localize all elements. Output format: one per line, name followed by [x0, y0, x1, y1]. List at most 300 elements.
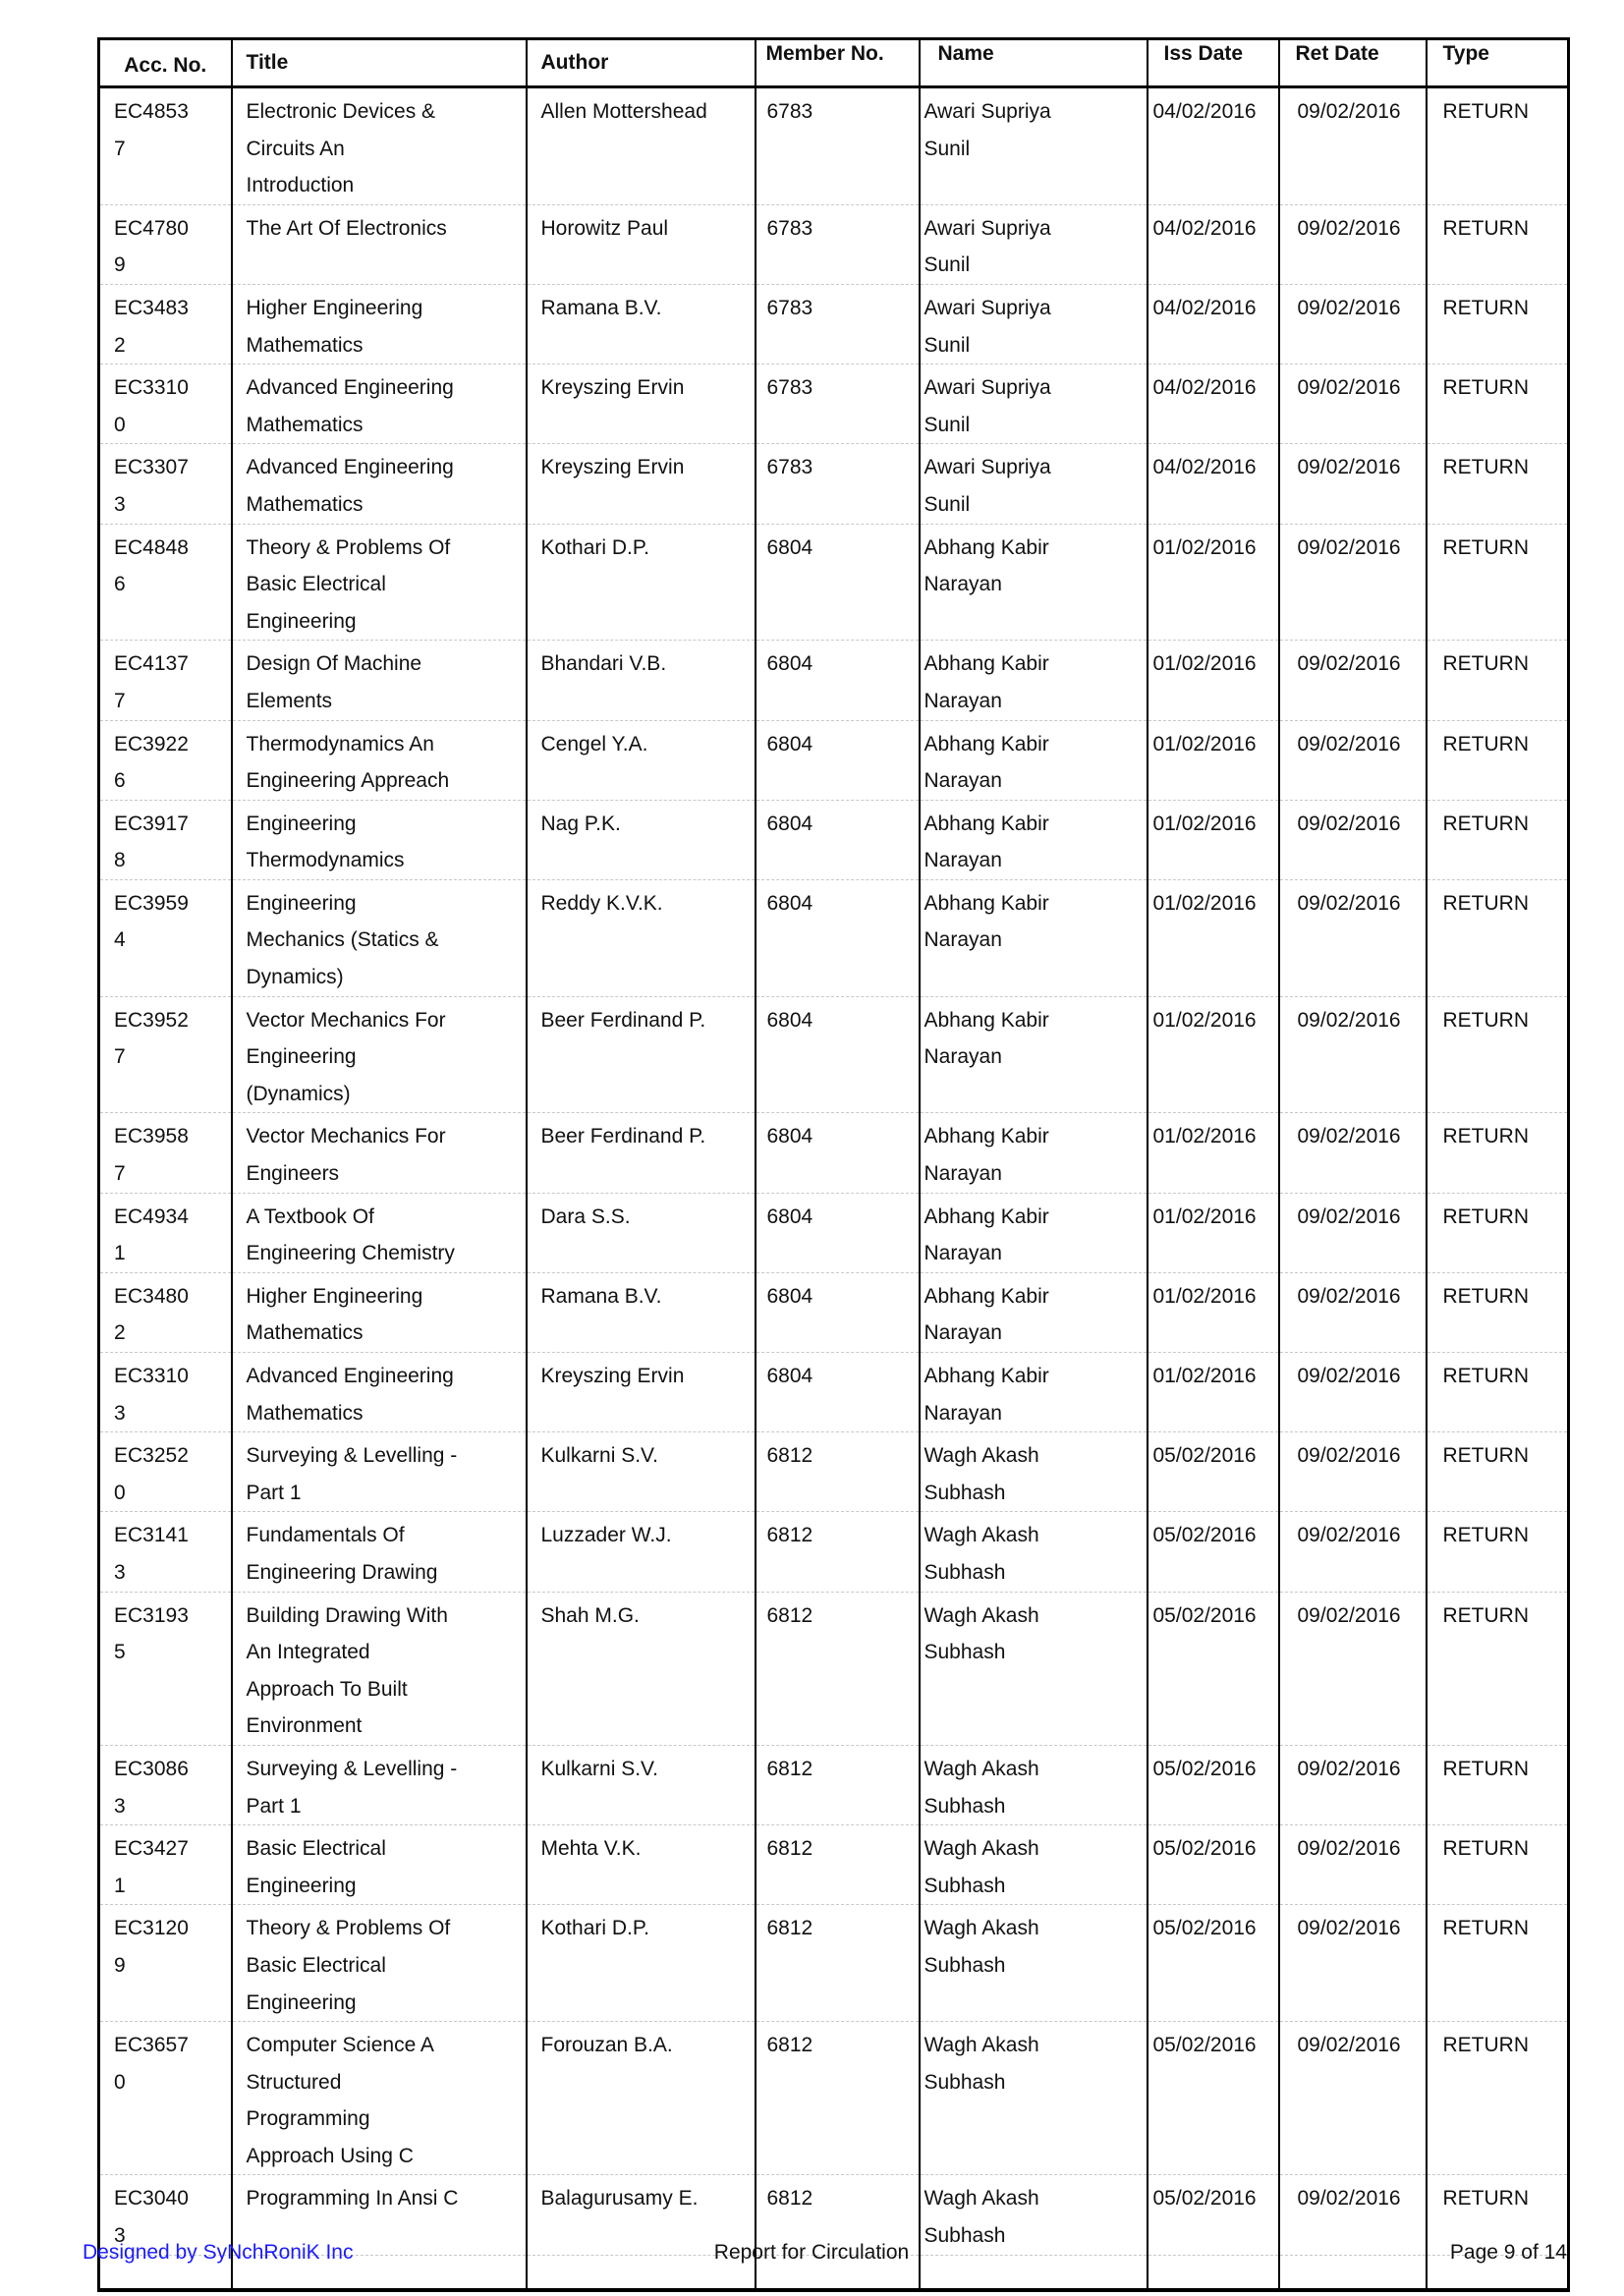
cell-issue-date: 05/02/2016 — [1148, 1905, 1279, 2022]
cell-acc-no — [99, 1592, 232, 1745]
table-row — [99, 1825, 1569, 1905]
cell-author: Kulkarni S.V. — [527, 1745, 756, 1824]
header-ret-date: Ret Date — [1279, 39, 1427, 87]
cell-acc-no — [99, 1905, 232, 2022]
cell-return-date: 09/02/2016 — [1279, 641, 1427, 720]
cell-member-name — [920, 1825, 1148, 1905]
cell-type: RETURN — [1427, 524, 1569, 641]
table-row — [99, 1745, 1569, 1824]
cell-acc-no-line: 2 — [114, 1321, 126, 1345]
cell-title — [232, 641, 527, 720]
cell-issue-date: 01/02/2016 — [1148, 641, 1279, 720]
cell-title — [232, 1512, 527, 1592]
cell-acc-no — [99, 364, 232, 444]
cell-title-line: Basic Electrical — [246, 573, 386, 596]
cell-member-name — [920, 2022, 1148, 2175]
cell-acc-no — [99, 800, 232, 879]
cell-return-date: 09/02/2016 — [1279, 1512, 1427, 1592]
cell-member-no: 6812 — [756, 1745, 920, 1824]
cell-member-name — [920, 1353, 1148, 1432]
cell-acc-no — [99, 996, 232, 1113]
table-header-row — [99, 39, 1569, 87]
cell-return-date: 09/02/2016 — [1279, 2175, 1427, 2255]
cell-title-line: Basic Electrical — [246, 1953, 386, 1977]
cell-return-date: 09/02/2016 — [1279, 364, 1427, 444]
cell-return-date: 09/02/2016 — [1279, 1272, 1427, 1352]
cell-acc-no-line: 1 — [114, 1242, 126, 1265]
cell-author: Kulkarni S.V. — [527, 1432, 756, 1512]
cell-member-name-line: Wagh Akash — [924, 1444, 1039, 1468]
table-row — [99, 1432, 1569, 1512]
cell-title-line: Advanced Engineering — [246, 1365, 454, 1387]
cell-member-no: 6804 — [756, 641, 920, 720]
cell-title — [232, 444, 527, 524]
cell-title-line: Introduction — [246, 174, 355, 197]
cell-title-line: Building Drawing With — [246, 1603, 448, 1627]
cell-title-line: Engineering Appreach — [246, 769, 450, 793]
cell-issue-date: 05/02/2016 — [1148, 1592, 1279, 1745]
cell-title-line: A Textbook Of — [246, 1204, 374, 1228]
cell-author: Kothari D.P. — [527, 524, 756, 641]
cell-member-name — [920, 996, 1148, 1113]
cell-member-name-line: Awari Supriya — [924, 100, 1051, 123]
cell-return-date: 09/02/2016 — [1279, 444, 1427, 524]
cell-return-date: 09/02/2016 — [1279, 1905, 1427, 2022]
header-member-no: Member No. — [756, 39, 920, 87]
cell-title-line: Environment — [246, 1714, 363, 1738]
cell-issue-date: 04/02/2016 — [1148, 284, 1279, 364]
cell-return-date: 09/02/2016 — [1279, 1592, 1427, 1745]
table-row — [99, 444, 1569, 524]
cell-title-line: Higher Engineering — [246, 296, 423, 319]
cell-issue-date: 05/02/2016 — [1148, 1512, 1279, 1592]
cell-member-name-line: Abhang Kabir — [924, 1204, 1049, 1228]
cell-issue-date: 01/02/2016 — [1148, 1353, 1279, 1432]
cell-member-name — [920, 1905, 1148, 2022]
cell-member-no: 6804 — [756, 800, 920, 879]
table-row — [99, 1592, 1569, 1745]
cell-title-line: Computer Science A — [246, 2034, 434, 2057]
cell-title-line: Surveying & Levelling - — [246, 1757, 458, 1780]
cell-member-name — [920, 879, 1148, 996]
cell-acc-no-line: EC3141 — [114, 1524, 189, 1547]
cell-title-line: Engineering — [246, 891, 357, 915]
cell-member-name-line: Narayan — [924, 769, 1002, 793]
cell-title-line: (Dynamics) — [246, 1082, 351, 1105]
cell-member-name — [920, 284, 1148, 364]
cell-acc-no-line: 7 — [114, 1162, 126, 1186]
cell-member-name-line: Awari Supriya — [924, 296, 1051, 319]
cell-title-line: Engineering — [246, 1045, 357, 1069]
page-footer — [0, 2238, 1624, 2268]
cell-title — [232, 996, 527, 1113]
cell-member-name-line: Narayan — [924, 1162, 1002, 1186]
table-row — [99, 2022, 1569, 2175]
cell-title-line: Engineering — [246, 812, 357, 835]
cell-member-name — [920, 204, 1148, 284]
designer-credit-link[interactable]: Designed by SyNchRoniK Inc — [83, 2241, 354, 2264]
cell-member-name-line: Wagh Akash — [924, 1917, 1039, 1940]
cell-member-no: 6812 — [756, 1592, 920, 1745]
cell-type: RETURN — [1427, 2022, 1569, 2175]
cell-member-name-line: Abhang Kabir — [924, 535, 1049, 559]
cell-member-name-line: Awari Supriya — [924, 216, 1051, 240]
cell-acc-no-line: 7 — [114, 689, 126, 712]
cell-title — [232, 1905, 527, 2022]
cell-acc-no — [99, 1432, 232, 1512]
cell-member-name-line: Subhash — [924, 1794, 1006, 1818]
cell-member-name-line: Awari Supriya — [924, 456, 1051, 479]
cell-member-no: 6804 — [756, 1193, 920, 1272]
circulation-table — [97, 37, 1570, 2292]
cell-member-name-line: Abhang Kabir — [924, 1284, 1049, 1308]
cell-issue-date: 05/02/2016 — [1148, 2175, 1279, 2255]
cell-title-line: Mechanics (Statics & — [246, 928, 439, 952]
cell-acc-no-line: 3 — [114, 1401, 126, 1425]
cell-issue-date: 01/02/2016 — [1148, 879, 1279, 996]
cell-return-date: 09/02/2016 — [1279, 800, 1427, 879]
cell-member-name-line: Abhang Kabir — [924, 1008, 1049, 1032]
cell-acc-no-line: EC3657 — [114, 2034, 189, 2057]
cell-author: Forouzan B.A. — [527, 2022, 756, 2175]
cell-member-name-line: Abhang Kabir — [924, 812, 1049, 835]
cell-type: RETURN — [1427, 87, 1569, 205]
cell-member-no: 6783 — [756, 204, 920, 284]
cell-author: Reddy K.V.K. — [527, 879, 756, 996]
cell-return-date: 09/02/2016 — [1279, 720, 1427, 800]
cell-member-name-line: Subhash — [924, 1953, 1006, 1977]
cell-acc-no-line: EC4848 — [114, 535, 189, 559]
cell-title-line: Engineering — [246, 1990, 357, 2014]
cell-type: RETURN — [1427, 996, 1569, 1113]
cell-title-line: Vector Mechanics For — [246, 1008, 446, 1032]
cell-return-date: 09/02/2016 — [1279, 1745, 1427, 1824]
cell-acc-no-line: 0 — [114, 413, 126, 436]
cell-member-no: 6812 — [756, 1512, 920, 1592]
cell-member-name-line: Wagh Akash — [924, 1524, 1039, 1547]
cell-acc-no-line: EC3193 — [114, 1603, 189, 1627]
cell-member-name — [920, 87, 1148, 205]
cell-type: RETURN — [1427, 1512, 1569, 1592]
cell-member-no: 6804 — [756, 879, 920, 996]
cell-title-line: Vector Mechanics For — [246, 1125, 446, 1148]
cell-return-date: 09/02/2016 — [1279, 1825, 1427, 1905]
cell-title-line: Approach Using C — [246, 2144, 414, 2167]
cell-acc-no-line: 7 — [114, 137, 126, 160]
header-iss-date: Iss Date — [1148, 39, 1279, 87]
cell-acc-no-line: EC3040 — [114, 2187, 189, 2211]
cell-member-no: 6812 — [756, 1905, 920, 2022]
cell-member-name-line: Sunil — [924, 492, 971, 516]
cell-member-name-line: Sunil — [924, 413, 971, 436]
cell-title-line: Engineering Drawing — [246, 1560, 438, 1584]
cell-title — [232, 800, 527, 879]
cell-title-line: Mathematics — [246, 1321, 364, 1345]
cell-author: Ramana B.V. — [527, 1272, 756, 1352]
cell-member-name-line: Wagh Akash — [924, 1603, 1039, 1627]
cell-title-line: Mathematics — [246, 413, 364, 436]
cell-acc-no-line: EC3120 — [114, 1917, 189, 1940]
header-name: Name — [920, 39, 1148, 87]
header-acc-no: Acc. No. — [99, 39, 232, 87]
cell-acc-no — [99, 1512, 232, 1592]
cell-member-name — [920, 1592, 1148, 1745]
cell-acc-no-line: EC3307 — [114, 456, 189, 479]
header-author: Author — [527, 39, 756, 87]
cell-title — [232, 1113, 527, 1193]
cell-acc-no — [99, 1745, 232, 1824]
cell-author: Dara S.S. — [527, 1193, 756, 1272]
cell-issue-date: 05/02/2016 — [1148, 2022, 1279, 2175]
cell-acc-no — [99, 720, 232, 800]
cell-type: RETURN — [1427, 800, 1569, 879]
cell-title-line: Theory & Problems Of — [246, 535, 451, 559]
cell-author: Cengel Y.A. — [527, 720, 756, 800]
table-row — [99, 284, 1569, 364]
cell-acc-no-line: 0 — [114, 1481, 126, 1504]
cell-acc-no — [99, 444, 232, 524]
cell-type: RETURN — [1427, 1905, 1569, 2022]
cell-member-name — [920, 1512, 1148, 1592]
cell-title-line: Engineering Chemistry — [246, 1242, 455, 1265]
cell-issue-date: 04/02/2016 — [1148, 364, 1279, 444]
cell-acc-no — [99, 204, 232, 284]
cell-acc-no-line: 3 — [114, 1560, 126, 1584]
cell-title-line: Surveying & Levelling - — [246, 1444, 458, 1468]
cell-title-line: Electronic Devices & — [246, 100, 436, 123]
header-type: Type — [1427, 39, 1569, 87]
cell-title — [232, 524, 527, 641]
cell-member-name-line: Sunil — [924, 253, 971, 277]
cell-author: Kothari D.P. — [527, 1905, 756, 2022]
cell-issue-date: 05/02/2016 — [1148, 1432, 1279, 1512]
cell-acc-no-line: 6 — [114, 573, 126, 596]
cell-acc-no-line: 0 — [114, 2070, 126, 2094]
page-number: Page 9 of 14 — [1449, 2241, 1567, 2264]
cell-acc-no-line: 3 — [114, 1794, 126, 1818]
table-row — [99, 204, 1569, 284]
cell-return-date: 09/02/2016 — [1279, 1432, 1427, 1512]
cell-author: Beer Ferdinand P. — [527, 996, 756, 1113]
cell-title-line: The Art Of Electronics — [246, 216, 447, 240]
cell-title-line: Theory & Problems Of — [246, 1917, 451, 1940]
cell-acc-no-line: 5 — [114, 1641, 126, 1664]
cell-issue-date: 01/02/2016 — [1148, 800, 1279, 879]
cell-acc-no-line: 3 — [114, 492, 126, 516]
cell-issue-date: 05/02/2016 — [1148, 1825, 1279, 1905]
cell-type: RETURN — [1427, 364, 1569, 444]
table-row — [99, 1905, 1569, 2022]
cell-title — [232, 2022, 527, 2175]
cell-return-date: 09/02/2016 — [1279, 1113, 1427, 1193]
cell-title-line: Programming — [246, 2107, 370, 2131]
cell-acc-no-line: 9 — [114, 1953, 126, 1977]
cell-title-line: Approach To Built — [246, 1677, 408, 1701]
cell-acc-no — [99, 87, 232, 205]
cell-title — [232, 1825, 527, 1905]
cell-member-name-line: Wagh Akash — [924, 2187, 1039, 2211]
cell-member-name — [920, 1432, 1148, 1512]
cell-title-line: Circuits An — [246, 137, 345, 160]
cell-member-name — [920, 1113, 1148, 1193]
cell-member-name-line: Narayan — [924, 573, 1002, 596]
cell-member-name-line: Abhang Kabir — [924, 732, 1049, 756]
cell-acc-no-line: 7 — [114, 1045, 126, 1069]
table-row — [99, 1193, 1569, 1272]
cell-member-name-line: Narayan — [924, 1321, 1002, 1345]
cell-author: Mehta V.K. — [527, 1825, 756, 1905]
table-row — [99, 800, 1569, 879]
cell-acc-no-line: EC3958 — [114, 1125, 189, 1148]
cell-acc-no-line: EC3310 — [114, 376, 189, 400]
cell-acc-no-line: EC4137 — [114, 652, 189, 676]
cell-acc-no — [99, 1113, 232, 1193]
cell-author: Kreyszing Ervin — [527, 444, 756, 524]
cell-acc-no — [99, 879, 232, 996]
cell-member-no: 6804 — [756, 1353, 920, 1432]
cell-return-date: 09/02/2016 — [1279, 204, 1427, 284]
cell-member-name — [920, 1193, 1148, 1272]
cell-author: Balagurusamy E. — [527, 2175, 756, 2255]
cell-acc-no-line: 1 — [114, 1874, 126, 1897]
cell-member-no: 6783 — [756, 87, 920, 205]
cell-acc-no-line: EC4780 — [114, 216, 189, 240]
cell-member-no: 6812 — [756, 1432, 920, 1512]
cell-member-name — [920, 1272, 1148, 1352]
table-row — [99, 87, 1569, 205]
cell-title-line: Dynamics) — [246, 966, 344, 989]
table-row — [99, 720, 1569, 800]
table-row — [99, 641, 1569, 720]
cell-issue-date: 01/02/2016 — [1148, 1272, 1279, 1352]
cell-title — [232, 720, 527, 800]
cell-member-name-line: Wagh Akash — [924, 1837, 1039, 1861]
cell-title — [232, 1193, 527, 1272]
cell-author: Beer Ferdinand P. — [527, 1113, 756, 1193]
cell-member-name-line: Narayan — [924, 1045, 1002, 1069]
report-title: Report for Circulation — [713, 2241, 910, 2264]
cell-member-no: 6804 — [756, 524, 920, 641]
cell-type: RETURN — [1427, 204, 1569, 284]
table-row — [99, 1272, 1569, 1352]
cell-title-line: Structured — [246, 2070, 342, 2094]
cell-title-line: Thermodynamics — [246, 849, 405, 872]
cell-type: RETURN — [1427, 1353, 1569, 1432]
cell-acc-no-line: EC3922 — [114, 732, 189, 756]
table-row — [99, 524, 1569, 641]
cell-acc-no-line: 4 — [114, 928, 126, 952]
cell-type: RETURN — [1427, 1432, 1569, 1512]
cell-title-line: Engineering — [246, 609, 357, 633]
cell-member-no: 6812 — [756, 1825, 920, 1905]
cell-member-name-line: Narayan — [924, 1242, 1002, 1265]
cell-member-name-line: Subhash — [924, 1560, 1006, 1584]
cell-type: RETURN — [1427, 641, 1569, 720]
table-row — [99, 364, 1569, 444]
table-row — [99, 1512, 1569, 1592]
cell-type: RETURN — [1427, 1193, 1569, 1272]
cell-member-name-line: Sunil — [924, 137, 971, 160]
cell-acc-no-line: 9 — [114, 253, 126, 277]
cell-type: RETURN — [1427, 720, 1569, 800]
cell-title-line: Mathematics — [246, 1401, 364, 1425]
cell-member-name-line: Narayan — [924, 928, 1002, 952]
cell-title-line: Advanced Engineering — [246, 456, 454, 479]
cell-member-name-line: Subhash — [924, 1874, 1006, 1897]
cell-member-name — [920, 1745, 1148, 1824]
cell-author: Luzzader W.J. — [527, 1512, 756, 1592]
cell-type: RETURN — [1427, 1592, 1569, 1745]
cell-return-date: 09/02/2016 — [1279, 524, 1427, 641]
cell-author: Shah M.G. — [527, 1592, 756, 1745]
cell-title — [232, 1592, 527, 1745]
cell-acc-no-line: EC3086 — [114, 1757, 189, 1780]
cell-acc-no-line: EC3427 — [114, 1837, 189, 1861]
header-title: Title — [232, 39, 527, 87]
table-row — [99, 1353, 1569, 1432]
cell-issue-date: 01/02/2016 — [1148, 1193, 1279, 1272]
cell-issue-date: 01/02/2016 — [1148, 720, 1279, 800]
cell-acc-no-line: EC3952 — [114, 1008, 189, 1032]
cell-title-line: Advanced Engineering — [246, 376, 454, 400]
cell-member-name-line: Subhash — [924, 1641, 1006, 1664]
cell-acc-no — [99, 1825, 232, 1905]
cell-member-name-line: Sunil — [924, 333, 971, 357]
cell-acc-no — [99, 2022, 232, 2175]
cell-title-line: Programming In Ansi C — [246, 2187, 459, 2211]
cell-member-no: 6804 — [756, 1272, 920, 1352]
cell-member-name-line: Awari Supriya — [924, 376, 1051, 400]
cell-member-no: 6812 — [756, 2175, 920, 2255]
cell-member-no: 6783 — [756, 364, 920, 444]
cell-author: Kreyszing Ervin — [527, 364, 756, 444]
cell-member-name — [920, 800, 1148, 879]
cell-return-date: 09/02/2016 — [1279, 996, 1427, 1113]
table-row — [99, 996, 1569, 1113]
cell-title-line: Fundamentals Of — [246, 1524, 405, 1547]
cell-issue-date: 01/02/2016 — [1148, 524, 1279, 641]
cell-author: Horowitz Paul — [527, 204, 756, 284]
cell-title-line: Elements — [246, 689, 333, 712]
cell-member-name-line: Subhash — [924, 2070, 1006, 2094]
cell-type: RETURN — [1427, 879, 1569, 996]
cell-issue-date: 04/02/2016 — [1148, 444, 1279, 524]
circulation-table-container — [97, 37, 1567, 2292]
cell-member-name-line: Narayan — [924, 849, 1002, 872]
cell-return-date: 09/02/2016 — [1279, 2022, 1427, 2175]
table-row — [99, 1113, 1569, 1193]
cell-title-line: Thermodynamics An — [246, 732, 434, 756]
cell-member-name-line: Wagh Akash — [924, 2034, 1039, 2057]
cell-member-name-line: Subhash — [924, 2224, 1006, 2248]
cell-title-line: Mathematics — [246, 492, 364, 516]
cell-title-line: Part 1 — [246, 1481, 302, 1504]
cell-acc-no — [99, 1193, 232, 1272]
cell-title-line: Engineering — [246, 1874, 357, 1897]
cell-member-name-line: Abhang Kabir — [924, 1365, 1049, 1387]
cell-member-name-line: Narayan — [924, 1401, 1002, 1425]
cell-return-date: 09/02/2016 — [1279, 1193, 1427, 1272]
cell-issue-date: 04/02/2016 — [1148, 204, 1279, 284]
cell-title — [232, 1745, 527, 1824]
cell-return-date: 09/02/2016 — [1279, 1353, 1427, 1432]
cell-return-date: 09/02/2016 — [1279, 87, 1427, 205]
cell-author: Nag P.K. — [527, 800, 756, 879]
cell-title — [232, 1432, 527, 1512]
cell-member-no: 6804 — [756, 996, 920, 1113]
cell-acc-no-line: EC4934 — [114, 1204, 189, 1228]
cell-title-line: Design Of Machine — [246, 652, 422, 676]
